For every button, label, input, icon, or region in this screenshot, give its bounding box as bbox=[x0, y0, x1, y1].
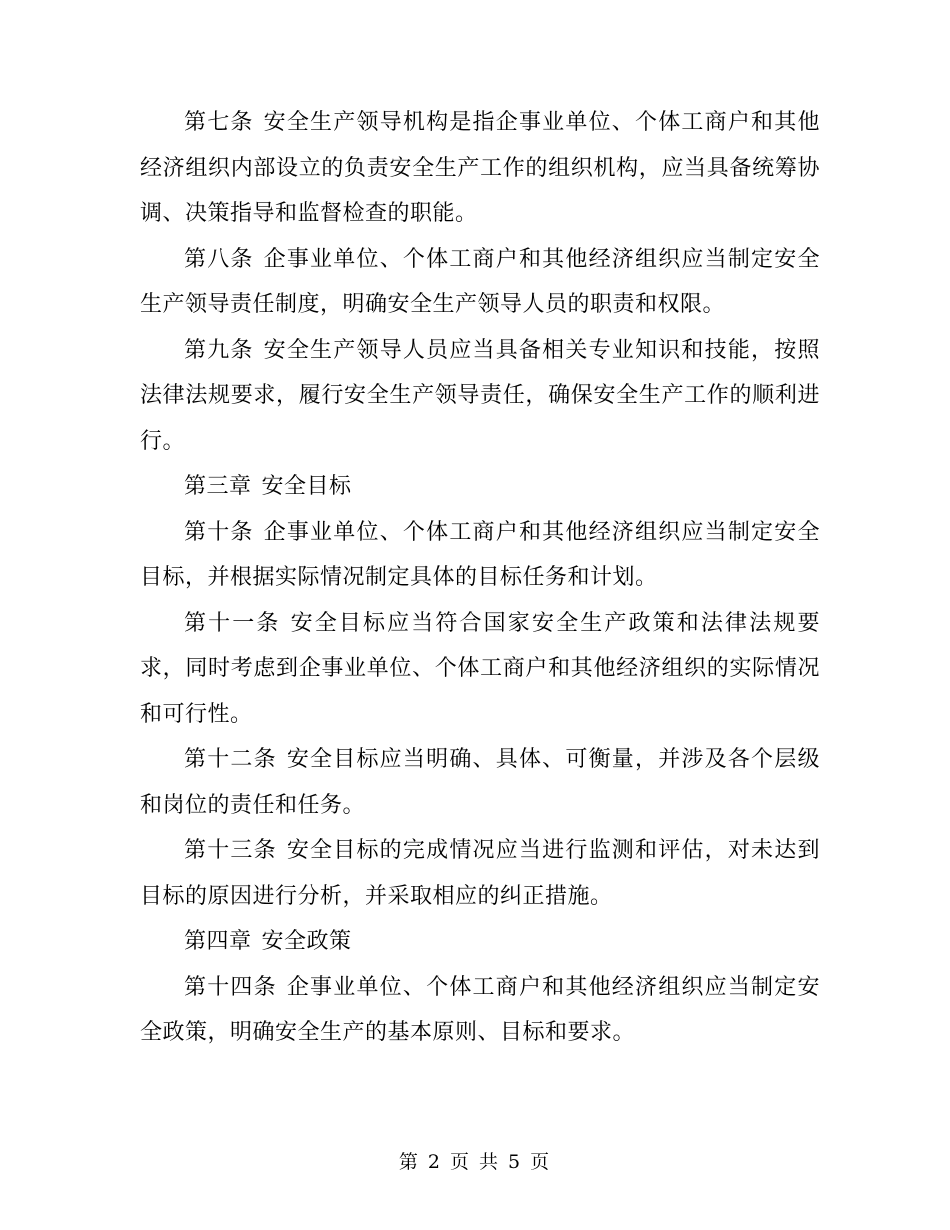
article-12-number: 第十二条 bbox=[184, 747, 277, 772]
article-8 bbox=[140, 237, 820, 328]
article-10-number: 第十条 bbox=[184, 519, 254, 545]
chapter-3-title: 安全目标 bbox=[261, 474, 352, 499]
article-13-number: 第十三条 bbox=[184, 838, 277, 863]
article-14-number: 第十四条 bbox=[184, 974, 277, 1000]
article-13-text: 安全目标的完成情况应当进行监测和评估，对未达到目标的原因进行分析，并采取相应的纠正措施。 bbox=[140, 838, 820, 909]
article-11-text: 安全目标应当符合国家安全生产政策和法律法规要求，同时考虑到企事业单位、个体工商户和其他经济组织的实际情况和可行性。 bbox=[140, 610, 820, 727]
article-7-text: 安全生产领导机构是指企事业单位、个体工商户和其他经济组织内部设立的负责安全生产工作的组织机构，应当具备统筹协调、决策指导和监督检查的职能。 bbox=[140, 110, 820, 226]
article-10-text: 企事业单位、个体工商户和其他经济组织应当制定安全目标，并根据实际情况制定具体的目标任务和计划。 bbox=[140, 519, 820, 590]
article-9 bbox=[140, 328, 820, 465]
chapter-4-title: 安全政策 bbox=[261, 929, 352, 954]
article-11-number: 第十一条 bbox=[184, 610, 281, 636]
article-10 bbox=[140, 510, 820, 601]
article-8-text: 企事业单位、个体工商户和其他经济组织应当制定安全生产领导责任制度，明确安全生产领导人员的职责和权限。 bbox=[140, 246, 820, 317]
article-11 bbox=[140, 601, 820, 738]
page-number-footer: 第 2 页 共 5 页 bbox=[398, 1151, 552, 1173]
article-14-text: 企事业单位、个体工商户和其他经济组织应当制定安全政策，明确安全生产的基本原则、目标和要求。 bbox=[140, 974, 820, 1045]
article-12-text: 安全目标应当明确、具体、可衡量，并涉及各个层级和岗位的责任和任务。 bbox=[140, 747, 820, 818]
chapter-4-heading bbox=[140, 919, 820, 965]
article-14 bbox=[140, 965, 820, 1056]
article-7 bbox=[140, 100, 820, 237]
article-13 bbox=[140, 828, 820, 919]
article-7-number: 第七条 bbox=[184, 110, 254, 135]
article-12 bbox=[140, 737, 820, 828]
document-body bbox=[140, 100, 820, 1056]
chapter-3-number: 第三章 bbox=[184, 474, 252, 499]
chapter-3-heading bbox=[140, 464, 820, 510]
article-8-number: 第八条 bbox=[184, 246, 254, 272]
article-9-number: 第九条 bbox=[184, 337, 254, 363]
chapter-4-number: 第四章 bbox=[184, 929, 252, 954]
article-9-text: 安全生产领导人员应当具备相关专业知识和技能，按照法律法规要求，履行安全生产领导责任，确保安全生产工作的顺利进行。 bbox=[140, 337, 820, 454]
